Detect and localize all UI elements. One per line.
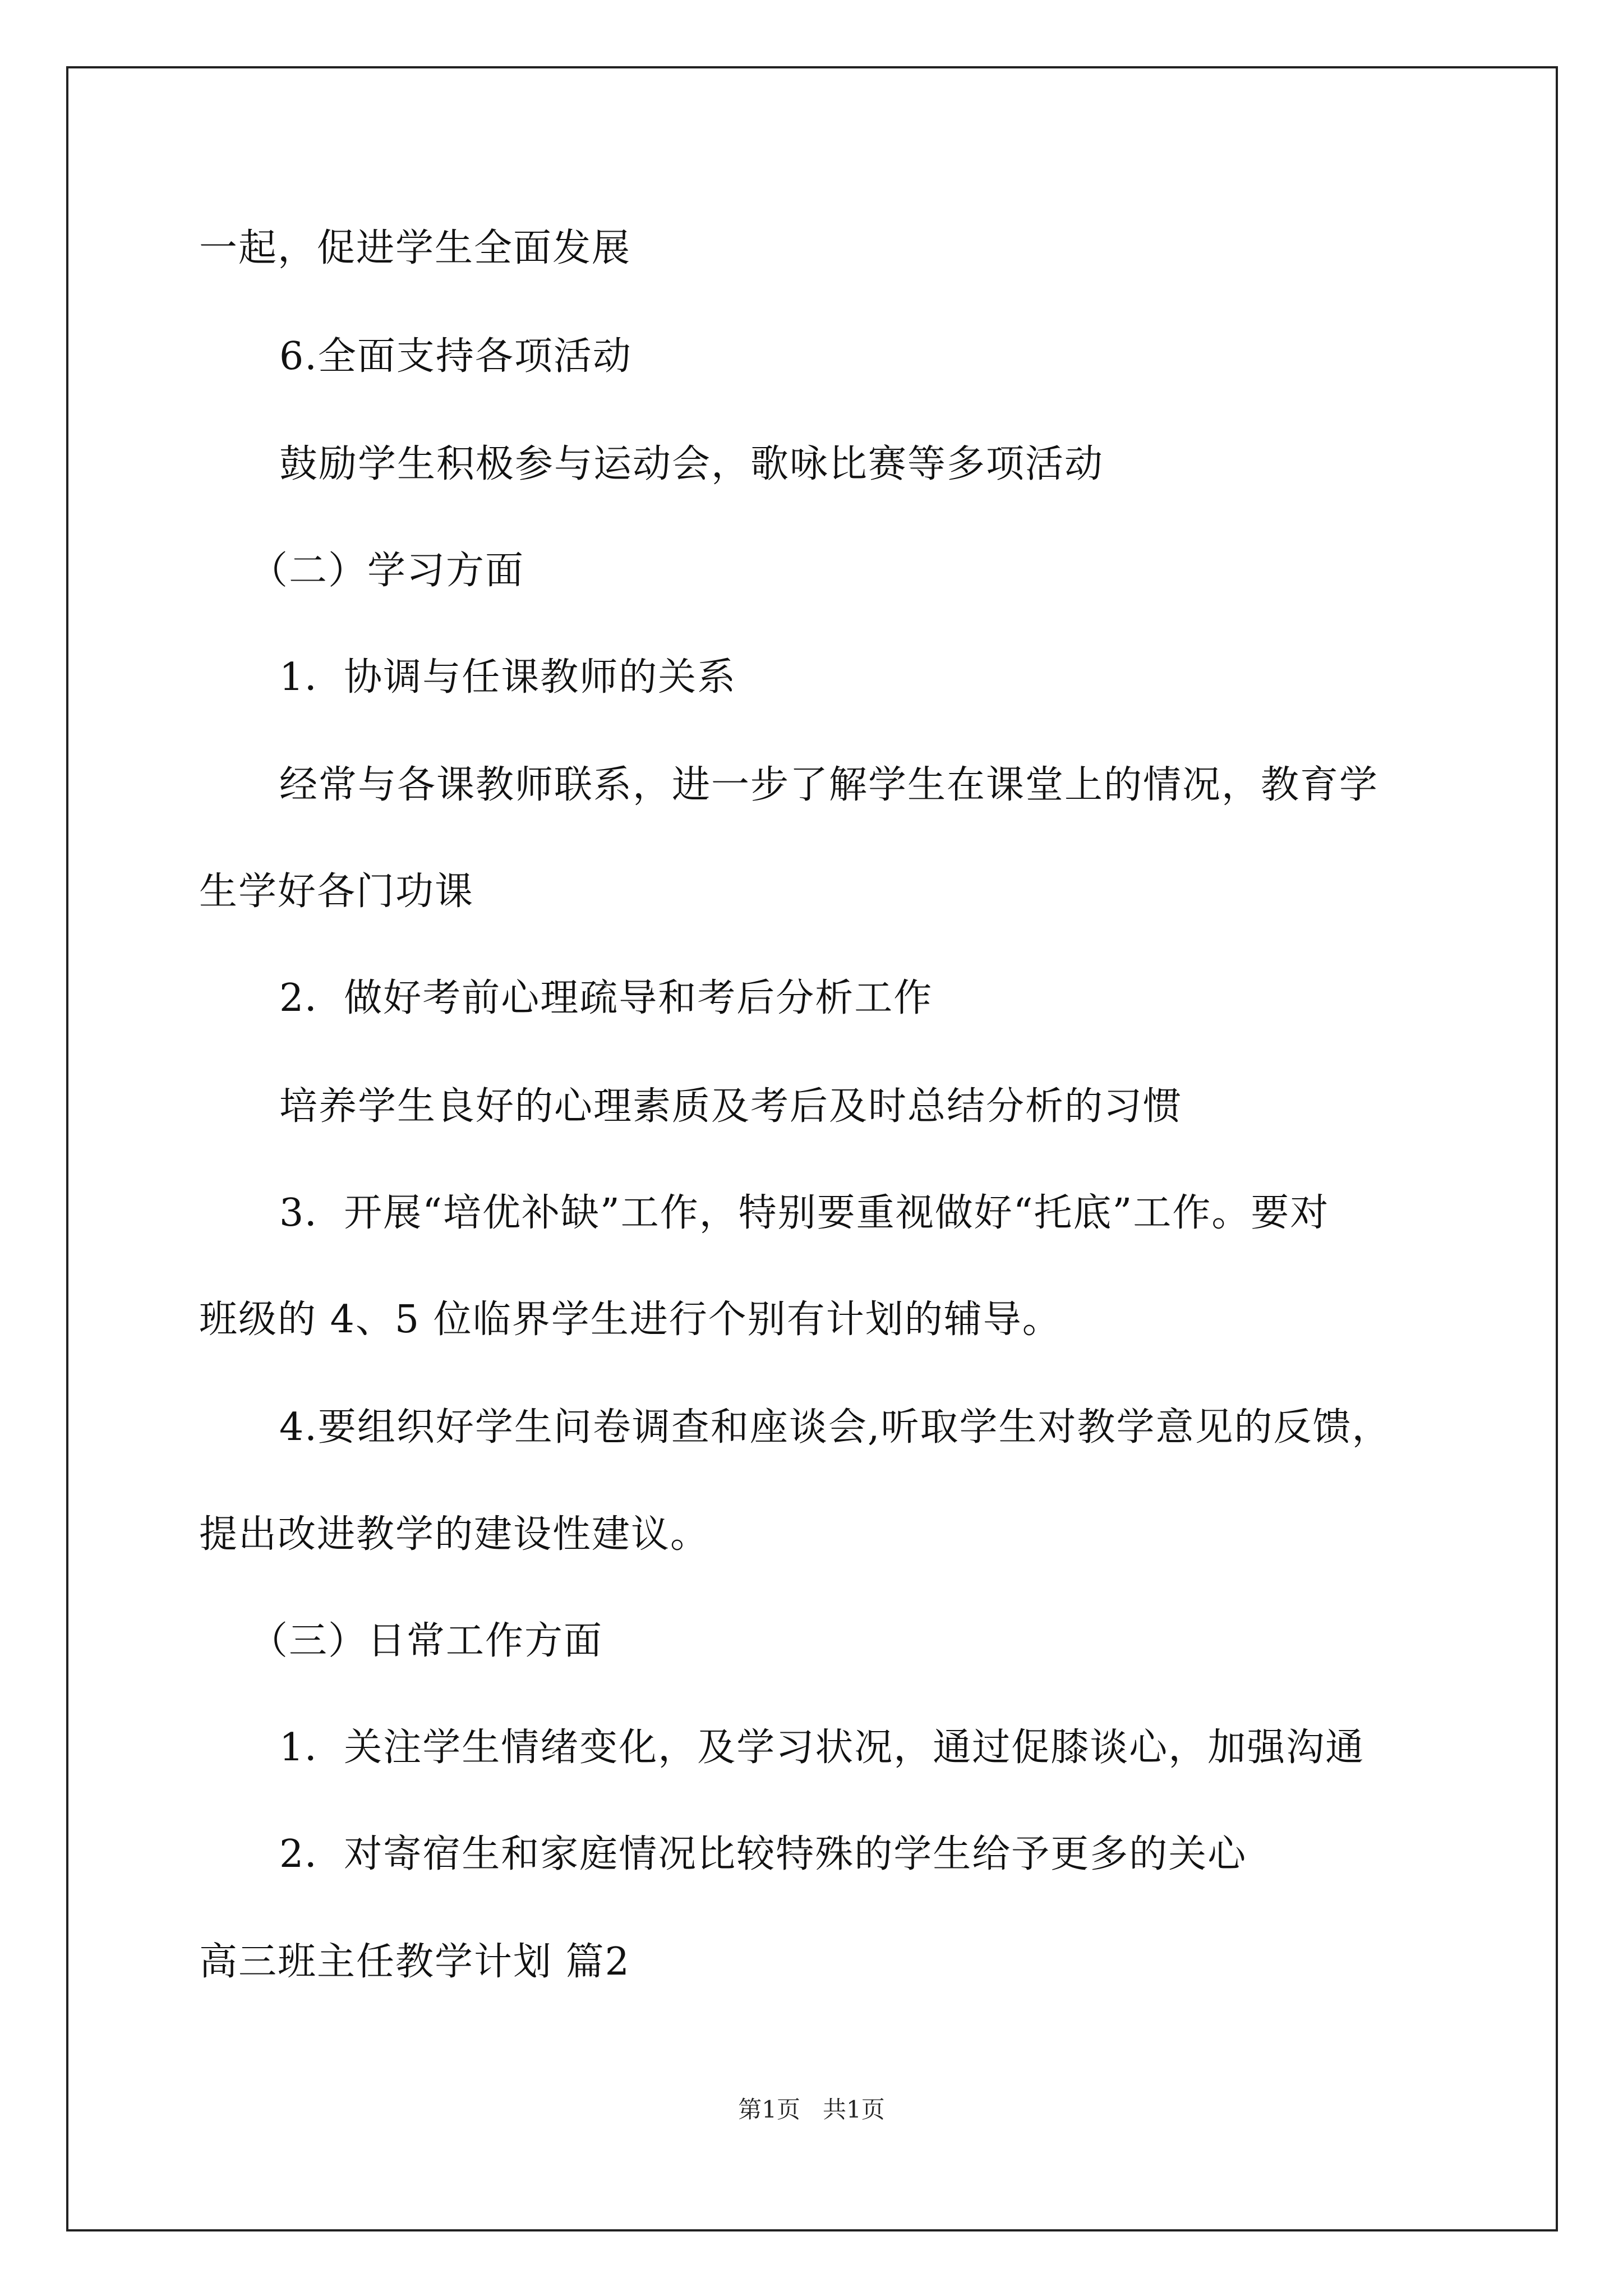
text-line: 鼓励学生积极参与运动会，歌咏比赛等多项活动 [279, 442, 1104, 486]
text-line: 1．协调与任课教师的关系 [279, 655, 737, 700]
text-line: 2．做好考前心理疏导和考后分析工作 [279, 976, 933, 1020]
text-line: 一起，促进学生全面发展 [199, 226, 631, 270]
text-line: 3．开展“培优补缺”工作，特别要重视做好“托底”工作。要对 [279, 1191, 1330, 1235]
text-line: 生学好各门功课 [199, 869, 474, 914]
text-line: 4.要组织好学生问卷调查和座谈会,听取学生对教学意见的反馈， [279, 1405, 1391, 1450]
section-heading: （二）学习方面 [250, 549, 525, 593]
page-footer: 第1页 共1页 [738, 2096, 885, 2123]
text-line: 2．对寄宿生和家庭情况比较特殊的学生给予更多的关心 [279, 1832, 1247, 1876]
page-border [66, 66, 1558, 2231]
text-line: 班级的 4、5 位临界学生进行个别有计划的辅导。 [199, 1297, 1062, 1342]
section-heading: （三）日常工作方面 [250, 1619, 603, 1663]
text-line: 培养学生良好的心理素质及考后及时总结分析的习惯 [279, 1084, 1183, 1129]
document-title: 高三班主任教学计划 篇2 [199, 1940, 630, 1984]
text-line: 6.全面支持各项活动 [279, 334, 632, 379]
text-line: 1．关注学生情绪变化，及学习状况，通过促膝谈心，加强沟通 [279, 1726, 1365, 1770]
text-line: 提出改进教学的建设性建议。 [199, 1512, 710, 1557]
text-line: 经常与各课教师联系，进一步了解学生在课堂上的情况，教育学 [279, 763, 1379, 807]
